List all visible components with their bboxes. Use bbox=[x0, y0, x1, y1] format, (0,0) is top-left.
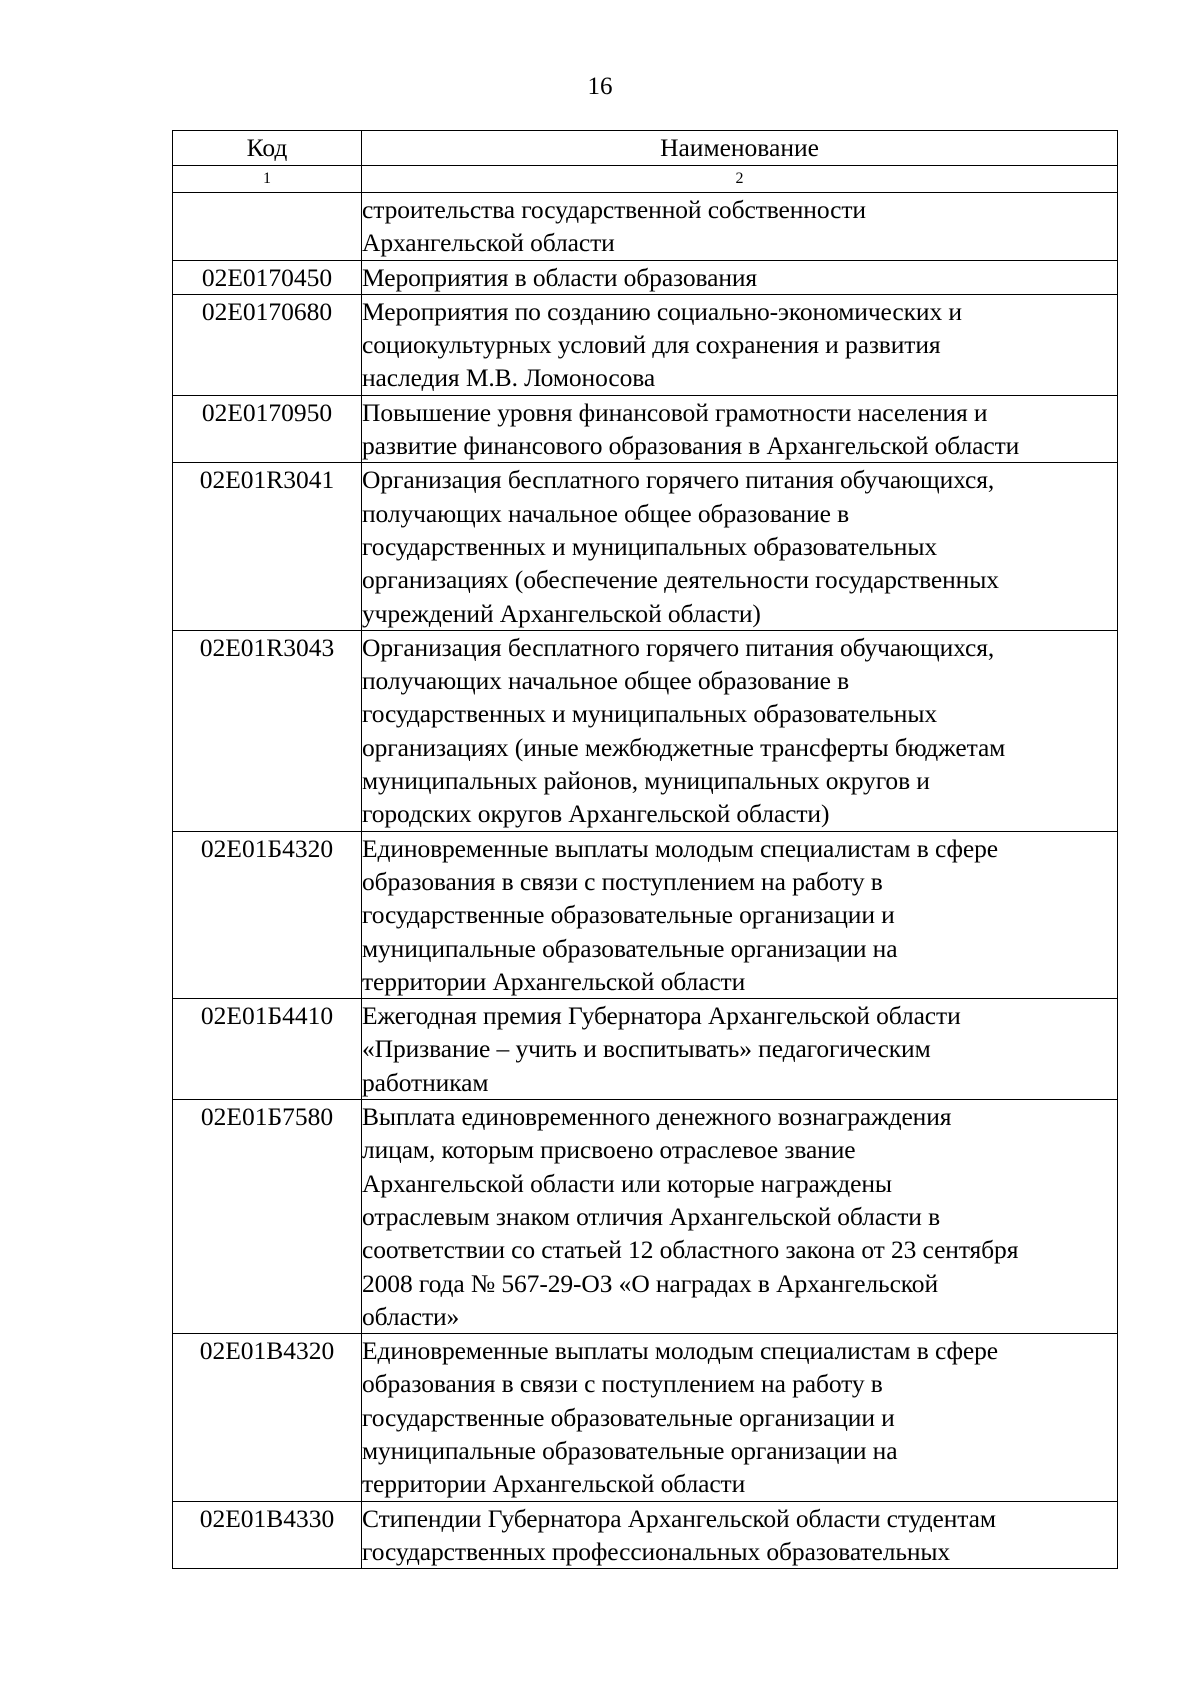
row-code: 02Е01R3041 bbox=[173, 463, 362, 630]
row-name: Единовременные выплаты молодым специалистам в сфере образования в связи с поступлением на работу в государственные образовательные организации и муниципальные образовательные организации на территории Архангельской области bbox=[362, 831, 1118, 998]
row-name: Ежегодная премия Губернатора Архангельской области «Призвание – учить и воспитывать» педагогическим работникам bbox=[362, 999, 1118, 1100]
table-row bbox=[173, 1100, 1118, 1334]
table-header-row bbox=[173, 131, 1118, 166]
header-code: Код bbox=[173, 131, 362, 166]
table-row bbox=[173, 999, 1118, 1100]
column-number-2: 2 bbox=[362, 166, 1118, 193]
row-name: Единовременные выплаты молодым специалистам в сфере образования в связи с поступлением на работу в государственные образовательные организации и муниципальные образовательные организации на территории Архангельской области bbox=[362, 1334, 1118, 1501]
row-code: 02Е0170950 bbox=[173, 395, 362, 463]
row-code: 02Е01Б4320 bbox=[173, 831, 362, 998]
row-code: 02Е0170680 bbox=[173, 294, 362, 395]
row-code bbox=[173, 193, 362, 261]
row-name: Мероприятия по созданию социально-экономических и социокультурных условий для сохранения и развития наследия М.В. Ломоносова bbox=[362, 294, 1118, 395]
row-name: Организация бесплатного горячего питания обучающихся, получающих начальное общее образование в государственных и муниципальных образовательных организациях (обеспечение деятельности государственных учреждений Архангельской области) bbox=[362, 463, 1118, 630]
row-code: 02Е01R3043 bbox=[173, 630, 362, 831]
header-name: Наименование bbox=[362, 131, 1118, 166]
row-name: Организация бесплатного горячего питания обучающихся, получающих начальное общее образование в государственных и муниципальных образовательных организациях (иные межбюджетные трансферты бюджетам муниципальных районов, муниципальных округов и городских округов Архангельской области) bbox=[362, 630, 1118, 831]
table-row bbox=[173, 831, 1118, 998]
table-row bbox=[173, 294, 1118, 395]
column-number-row bbox=[173, 166, 1118, 193]
page-number: 16 bbox=[587, 73, 613, 100]
row-name: строительства государственной собственности Архангельской области bbox=[362, 193, 1118, 261]
row-code: 02Е01Б7580 bbox=[173, 1100, 362, 1334]
table-row bbox=[173, 463, 1118, 630]
table-row bbox=[173, 193, 1118, 261]
budget-code-table bbox=[172, 130, 1118, 1569]
row-name: Повышение уровня финансовой грамотности населения и развитие финансового образования в Архангельской области bbox=[362, 395, 1118, 463]
row-code: 02Е01Б4410 bbox=[173, 999, 362, 1100]
row-code: 02Е0170450 bbox=[173, 260, 362, 294]
table-row bbox=[173, 1501, 1118, 1569]
row-name: Стипендии Губернатора Архангельской области студентам государственных профессиональных образовательных bbox=[362, 1501, 1118, 1569]
column-number-1: 1 bbox=[173, 166, 362, 193]
row-code: 02Е01В4330 bbox=[173, 1501, 362, 1569]
table-row bbox=[173, 630, 1118, 831]
table-row bbox=[173, 1334, 1118, 1501]
table-row bbox=[173, 260, 1118, 294]
row-name: Мероприятия в области образования bbox=[362, 260, 1118, 294]
row-name: Выплата единовременного денежного вознаграждения лицам, которым присвоено отраслевое звание Архангельской области или которые награждены отраслевым знаком отличия Архангельской области в соответствии со статьей 12 областного закона от 23 сентября 2008 года № 567-29-ОЗ «О наградах в Архангельской области» bbox=[362, 1100, 1118, 1334]
row-code: 02Е01В4320 bbox=[173, 1334, 362, 1501]
table-row bbox=[173, 395, 1118, 463]
